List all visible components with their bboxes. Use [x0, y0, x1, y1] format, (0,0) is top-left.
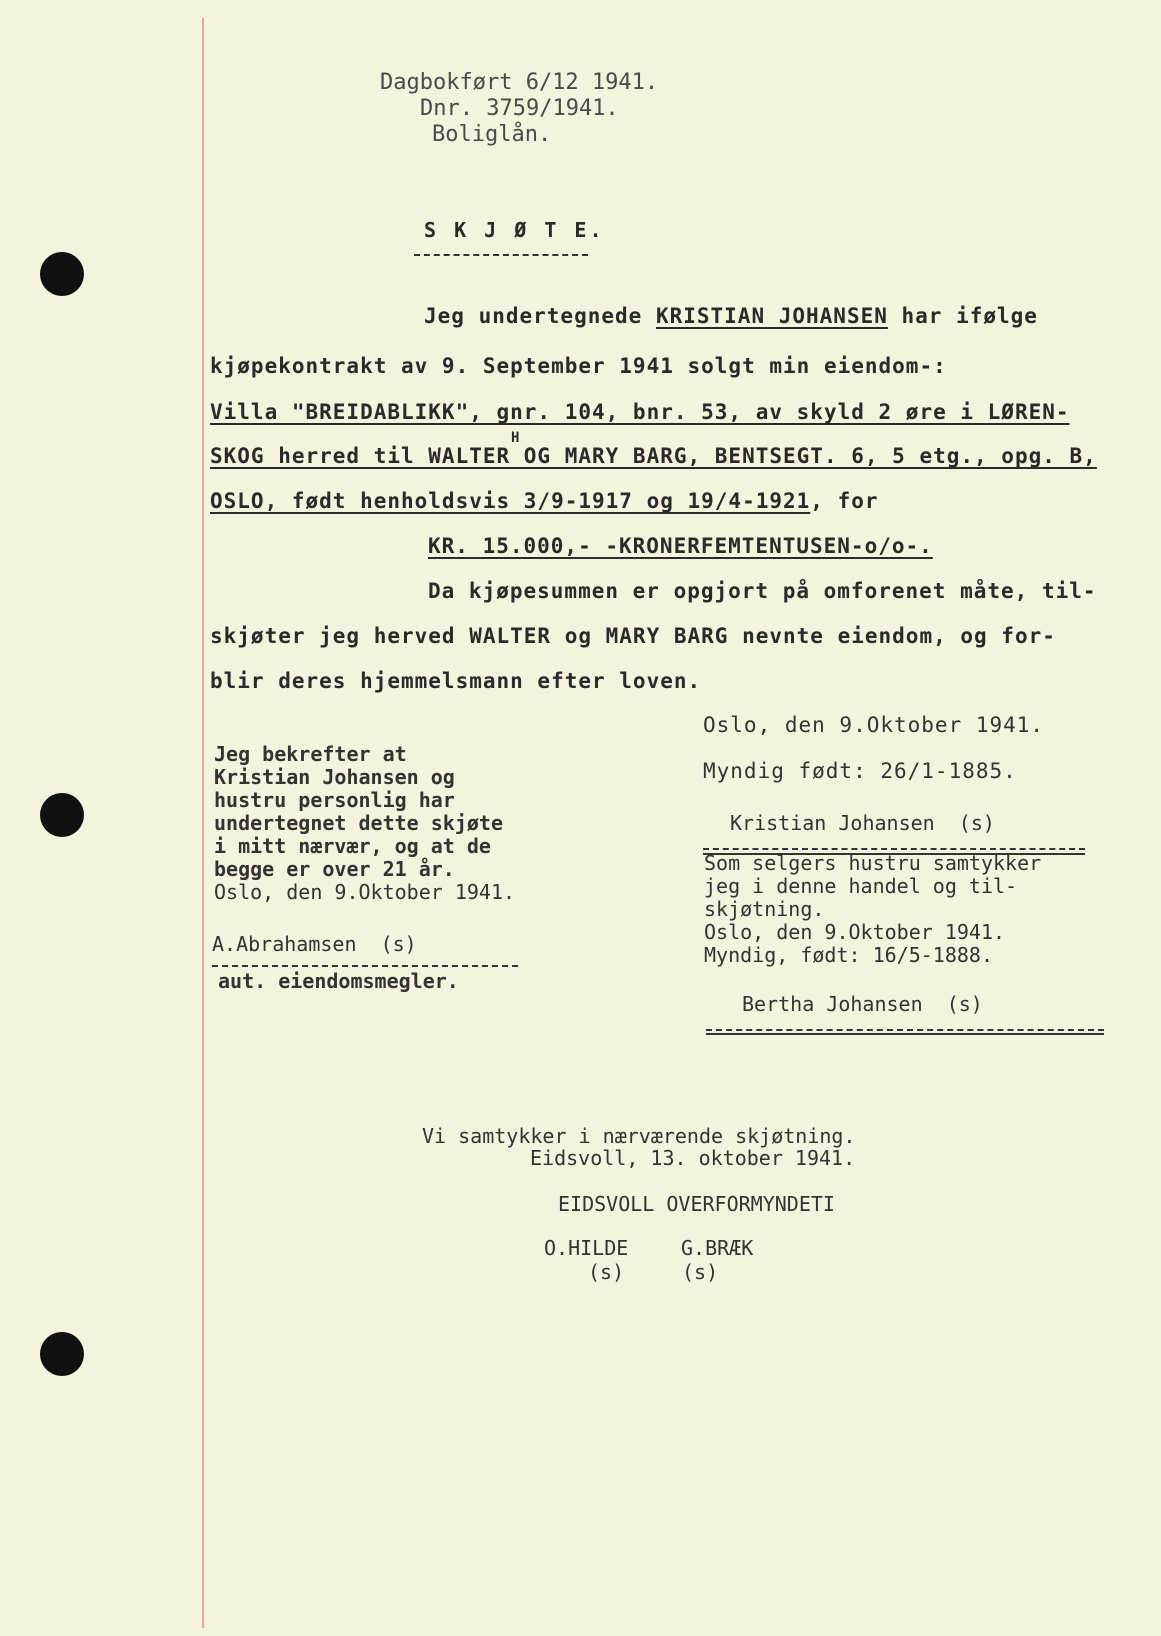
body-line-8: skjøter jeg herved WALTER og MARY BARG nevnte eiendom, og for- [210, 624, 1056, 648]
body-line-4: SKOG herred til WALTER OG MARY BARG, BENTSEGT. 6, 5 etg., opg. B, [210, 444, 1097, 468]
broker-role: aut. eiendomsmegler. [218, 969, 459, 993]
spouse-line-1: Som selgers hustru samtykker [704, 851, 1042, 875]
place-date: Oslo, den 9.Oktober 1941. [703, 713, 1045, 737]
witness-line-4: undertegnet dette skjøte [214, 811, 503, 835]
body-line-3: Villa "BREIDABLIKK", gnr. 104, bnr. 53, av skyld 2 øre i LØREN- [210, 400, 1070, 424]
signature-line [706, 1029, 1104, 1031]
body-line-6-amount: KR. 15.000,- -KRONERFEMTENTUSEN-o/o-. [428, 534, 933, 558]
body-line-7: Da kjøpesummen er opgjort på omforenet måte, til- [428, 579, 1097, 603]
body-line-5 [210, 491, 879, 512]
majority-date: Myndig født: 26/1-1885. [703, 759, 1017, 783]
punch-hole [40, 252, 84, 296]
birth-dates: OSLO, født henholdsvis 3/9-1917 og 19/4-1921 [210, 489, 811, 513]
header-line-1: Dagbokført 6/12 1941. [380, 70, 659, 95]
body-line-2: kjøpekontrakt av 9. September 1941 solgt min eiendom-: [210, 354, 947, 378]
witness-line-2: Kristian Johansen og [214, 765, 455, 789]
guardian-office: EIDSVOLL OVERFORMYNDETI [558, 1192, 835, 1216]
witness-line-3: hustru personlig har [214, 788, 455, 812]
spouse-signature: Bertha Johansen (s) [742, 992, 983, 1016]
title-underline [414, 254, 588, 256]
spouse-line-4: Oslo, den 9.Oktober 1941. [704, 920, 1006, 944]
consent-line-2: Eidsvoll, 13. oktober 1941. [530, 1146, 856, 1170]
spouse-line-3: skjøtning. [704, 897, 825, 921]
guardian-signature-2: G.BRÆK [681, 1236, 754, 1260]
witness-line-1: Jeg bekrefter at [214, 742, 407, 766]
punch-hole [40, 1332, 84, 1376]
insertion-mark: H [511, 430, 521, 446]
guardian-signature-2-mark: (s) [682, 1260, 719, 1284]
body-text: har ifølge [887, 304, 1038, 328]
signature-line [703, 848, 1085, 850]
witness-line-5: i mitt nærvær, og at de [214, 834, 491, 858]
seller-signature: Kristian Johansen (s) [730, 811, 995, 835]
consent-line-1: Vi samtykker i nærværende skjøtning. [422, 1124, 856, 1148]
body-text: Jeg undertegnede [424, 304, 656, 328]
witness-line-7: Oslo, den 9.Oktober 1941. [214, 880, 516, 904]
witness-line-6: begge er over 21 år. [214, 857, 455, 881]
header-line-2: Dnr. 3759/1941. [420, 96, 619, 121]
body-line-1 [424, 306, 1038, 327]
spouse-line-2: jeg i denne handel og til- [704, 874, 1018, 898]
seller-name: KRISTIAN JOHANSEN [655, 304, 888, 328]
body-text: , for [810, 489, 879, 513]
signature-line [212, 965, 518, 967]
broker-signature: A.Abrahamsen (s) [212, 932, 417, 956]
header-line-3: Boliglån. [432, 122, 552, 147]
margin-line [202, 18, 204, 1628]
punch-hole [40, 793, 84, 837]
spouse-line-5: Myndig, født: 16/5-1888. [704, 943, 993, 967]
guardian-signature-1: O.HILDE [544, 1236, 629, 1260]
document-title: S K J Ø T E. [424, 218, 605, 242]
signature-line [706, 1033, 1104, 1035]
body-line-9: blir deres hjemmelsmann efter loven. [210, 669, 702, 693]
guardian-signature-1-mark: (s) [588, 1260, 625, 1284]
